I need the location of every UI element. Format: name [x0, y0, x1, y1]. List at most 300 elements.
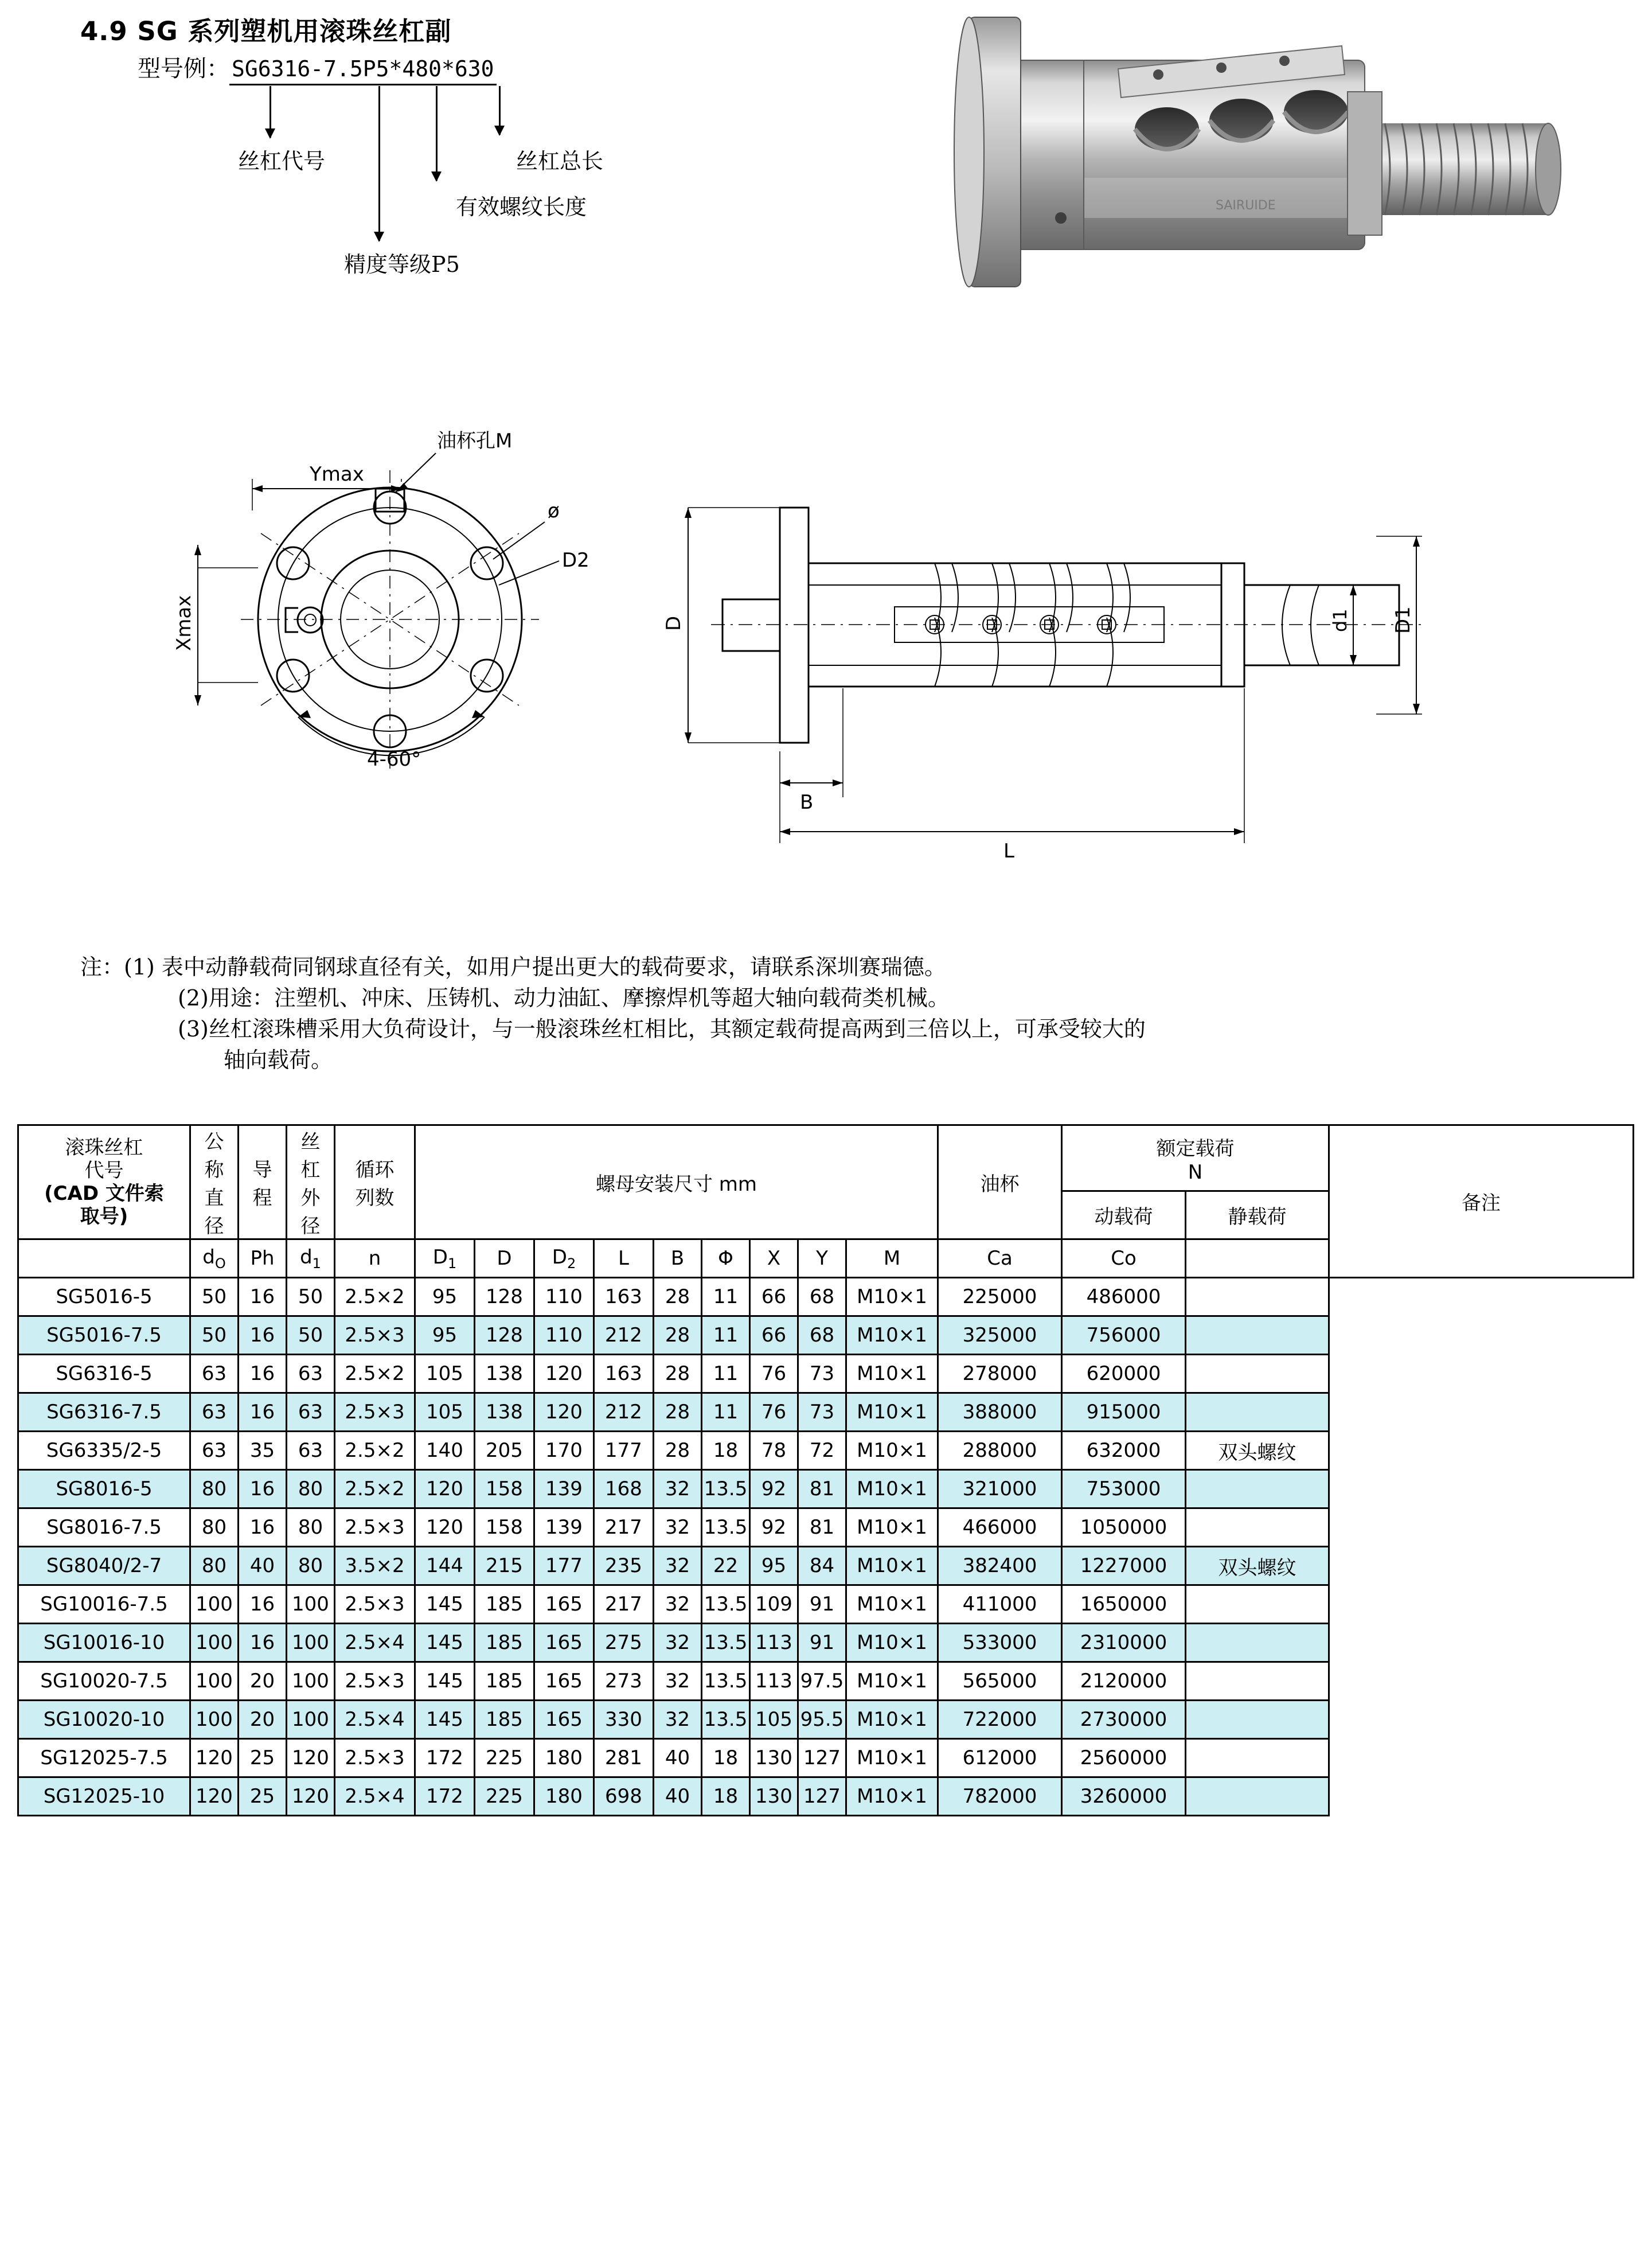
note-line-3 [80, 1014, 1628, 1045]
table-header-row-1 [18, 1125, 1634, 1191]
cell-code: SG8016-5 [18, 1470, 190, 1508]
header-nominal-diameter: 公 称 直 径 [190, 1125, 239, 1239]
header-rated-load: 额定载荷 N [1062, 1125, 1329, 1191]
cell-remark [1186, 1701, 1329, 1739]
cell-phi: 11 [702, 1355, 750, 1393]
cell-phi: 11 [702, 1316, 750, 1355]
cell-D2: 120 [534, 1355, 594, 1393]
cell-X: 66 [750, 1316, 798, 1355]
cell-ph: 25 [239, 1777, 287, 1816]
header-dynamic-load: 动载荷 [1062, 1191, 1186, 1239]
cell-n: 2.5×3 [335, 1739, 415, 1777]
cell-D1: 120 [415, 1508, 475, 1547]
cell-D2: 180 [534, 1739, 594, 1777]
cell-d1: 120 [287, 1739, 335, 1777]
label-phi: ø [548, 500, 560, 523]
table-row [18, 1508, 1634, 1547]
label-B: B [800, 791, 814, 814]
cell-Co: 915000 [1062, 1393, 1186, 1432]
cell-remark [1186, 1393, 1329, 1432]
cell-X: 130 [750, 1739, 798, 1777]
table-row [18, 1278, 1634, 1316]
header-sym-X: X [750, 1239, 798, 1278]
cell-d1: 100 [287, 1662, 335, 1701]
cell-D: 185 [475, 1585, 534, 1624]
cell-code: SG8016-7.5 [18, 1508, 190, 1547]
cell-M: M10×1 [846, 1432, 938, 1470]
cell-do: 80 [190, 1470, 239, 1508]
cell-d1: 100 [287, 1624, 335, 1662]
cell-X: 95 [750, 1547, 798, 1585]
table-row [18, 1355, 1634, 1393]
cell-ph: 40 [239, 1547, 287, 1585]
cell-B: 32 [654, 1547, 702, 1585]
cell-D: 225 [475, 1777, 534, 1816]
cell-D1: 145 [415, 1624, 475, 1662]
cell-Co: 1227000 [1062, 1547, 1186, 1585]
model-example-label: 型号例： [138, 56, 229, 82]
cell-M: M10×1 [846, 1701, 938, 1739]
cell-Y: 72 [798, 1432, 846, 1470]
cell-d1: 100 [287, 1585, 335, 1624]
table-row [18, 1470, 1634, 1508]
cell-code: SG8040/2-7 [18, 1547, 190, 1585]
cell-D1: 145 [415, 1701, 475, 1739]
cell-L: 212 [594, 1316, 654, 1355]
cell-n: 2.5×2 [335, 1355, 415, 1393]
cell-phi: 13.5 [702, 1624, 750, 1662]
table-row [18, 1624, 1634, 1662]
cell-B: 32 [654, 1585, 702, 1624]
cell-M: M10×1 [846, 1470, 938, 1508]
cell-n: 2.5×3 [335, 1508, 415, 1547]
table-row [18, 1432, 1634, 1470]
cell-do: 63 [190, 1432, 239, 1470]
cell-Co: 2120000 [1062, 1662, 1186, 1701]
header-oil-cup: 油杯 [938, 1125, 1062, 1239]
cell-B: 32 [654, 1662, 702, 1701]
cell-D: 215 [475, 1547, 534, 1585]
cell-L: 163 [594, 1278, 654, 1316]
cell-Ca: 565000 [938, 1662, 1062, 1701]
table-row [18, 1701, 1634, 1739]
cell-L: 212 [594, 1393, 654, 1432]
cell-D1: 172 [415, 1739, 475, 1777]
cell-code: SG5016-5 [18, 1278, 190, 1316]
cell-M: M10×1 [846, 1355, 938, 1393]
cell-remark [1186, 1508, 1329, 1547]
leader-arrow-4 [378, 86, 380, 241]
header-sym-ph: Ph [239, 1239, 287, 1278]
cell-n: 2.5×3 [335, 1585, 415, 1624]
cell-B: 40 [654, 1777, 702, 1816]
table-row [18, 1393, 1634, 1432]
cell-phi: 13.5 [702, 1662, 750, 1701]
cell-Y: 81 [798, 1470, 846, 1508]
svg-text:SAIRUIDE: SAIRUIDE [1216, 198, 1276, 213]
cell-D: 138 [475, 1393, 534, 1432]
cell-D2: 177 [534, 1547, 594, 1585]
note-3: (3)丝杠滚珠槽采用大负荷设计，与一般滚珠丝杠相比，其额定载荷提高两到三倍以上，可承受较大的 [178, 1016, 1146, 1042]
table-row [18, 1777, 1634, 1816]
cell-remark [1186, 1278, 1329, 1316]
label-oil-hole: 油杯孔M [437, 430, 513, 453]
cell-D: 128 [475, 1316, 534, 1355]
cell-do: 63 [190, 1355, 239, 1393]
table-row [18, 1662, 1634, 1701]
cell-B: 28 [654, 1355, 702, 1393]
header-sym-n: n [335, 1239, 415, 1278]
header-sym-M: M [846, 1239, 938, 1278]
cell-code: SG10016-7.5 [18, 1585, 190, 1624]
cell-D2: 165 [534, 1662, 594, 1701]
cell-M: M10×1 [846, 1393, 938, 1432]
header-sym-ca: Ca [938, 1239, 1062, 1278]
cell-Ca: 722000 [938, 1701, 1062, 1739]
cell-ph: 20 [239, 1662, 287, 1701]
cell-D: 185 [475, 1624, 534, 1662]
cell-X: 130 [750, 1777, 798, 1816]
cell-D1: 105 [415, 1355, 475, 1393]
cell-Y: 73 [798, 1355, 846, 1393]
leader-arrow-3 [499, 86, 501, 135]
header-lead: 导 程 [239, 1125, 287, 1239]
cell-M: M10×1 [846, 1316, 938, 1355]
notes-prefix: 注： [80, 954, 124, 980]
cell-remark [1186, 1355, 1329, 1393]
cell-do: 50 [190, 1316, 239, 1355]
cell-Y: 95.5 [798, 1701, 846, 1739]
cell-remark [1186, 1316, 1329, 1355]
cell-code: SG5016-7.5 [18, 1316, 190, 1355]
cell-D1: 172 [415, 1777, 475, 1816]
cell-D2: 165 [534, 1585, 594, 1624]
cell-n: 2.5×4 [335, 1701, 415, 1739]
cell-B: 32 [654, 1701, 702, 1739]
annotation-total-length: 丝杠总长 [516, 149, 604, 174]
cell-n: 2.5×4 [335, 1624, 415, 1662]
cell-L: 698 [594, 1777, 654, 1816]
spec-table [17, 1124, 1634, 1816]
cell-L: 217 [594, 1508, 654, 1547]
annotation-accuracy-grade: 精度等级P5 [344, 252, 460, 277]
header-sym-co: Co [1062, 1239, 1186, 1278]
cell-D2: 180 [534, 1777, 594, 1816]
label-xmax: Xmax [173, 595, 196, 651]
cell-Co: 620000 [1062, 1355, 1186, 1393]
cell-B: 28 [654, 1316, 702, 1355]
page-title: 4.9 SG 系列塑机用滚珠丝杠副 [80, 16, 452, 46]
cell-do: 100 [190, 1662, 239, 1701]
cell-L: 177 [594, 1432, 654, 1470]
header-sym-d1: $d_1$ [287, 1239, 335, 1278]
cell-ph: 16 [239, 1355, 287, 1393]
cell-X: 113 [750, 1662, 798, 1701]
cell-n: 2.5×3 [335, 1393, 415, 1432]
cell-Co: 1050000 [1062, 1508, 1186, 1547]
cell-ph: 16 [239, 1316, 287, 1355]
cell-phi: 11 [702, 1278, 750, 1316]
cell-n: 2.5×2 [335, 1278, 415, 1316]
cell-D1: 120 [415, 1470, 475, 1508]
cell-do: 80 [190, 1508, 239, 1547]
cell-Co: 2310000 [1062, 1624, 1186, 1662]
cell-X: 76 [750, 1393, 798, 1432]
cell-Ca: 411000 [938, 1585, 1062, 1624]
cell-B: 32 [654, 1470, 702, 1508]
cell-Y: 91 [798, 1585, 846, 1624]
header-sym-L: L [594, 1239, 654, 1278]
cell-n: 3.5×2 [335, 1547, 415, 1585]
cell-remark [1186, 1470, 1329, 1508]
cell-D2: 165 [534, 1701, 594, 1739]
label-ymax: Ymax [310, 463, 364, 486]
cell-D1: 105 [415, 1393, 475, 1432]
cell-code: SG10020-7.5 [18, 1662, 190, 1701]
cell-remark [1186, 1777, 1329, 1816]
cell-d1: 80 [287, 1508, 335, 1547]
cell-Ca: 466000 [938, 1508, 1062, 1547]
cell-d1: 63 [287, 1393, 335, 1432]
cell-M: M10×1 [846, 1278, 938, 1316]
cell-M: M10×1 [846, 1739, 938, 1777]
cell-Y: 127 [798, 1739, 846, 1777]
cell-remark: 双头螺纹 [1186, 1432, 1329, 1470]
cell-phi: 13.5 [702, 1701, 750, 1739]
cell-d1: 120 [287, 1777, 335, 1816]
cell-L: 330 [594, 1701, 654, 1739]
cell-D1: 145 [415, 1585, 475, 1624]
cell-D: 185 [475, 1701, 534, 1739]
cell-X: 105 [750, 1701, 798, 1739]
cell-Y: 68 [798, 1278, 846, 1316]
spec-table-body [18, 1278, 1634, 1816]
cell-Co: 3260000 [1062, 1777, 1186, 1816]
cell-M: M10×1 [846, 1585, 938, 1624]
note-1: (1) 表中动静载荷同钢球直径有关，如用户提出更大的载荷要求，请联系深圳赛瑞德。 [124, 954, 946, 980]
cell-D2: 120 [534, 1393, 594, 1432]
cell-Y: 68 [798, 1316, 846, 1355]
cell-ph: 16 [239, 1278, 287, 1316]
cell-Ca: 321000 [938, 1470, 1062, 1508]
annotation-lead-code: 丝杠代号 [238, 149, 326, 174]
label-d1: d1 [1329, 609, 1351, 632]
cell-D: 205 [475, 1432, 534, 1470]
cell-Ca: 782000 [938, 1777, 1062, 1816]
cell-L: 235 [594, 1547, 654, 1585]
cell-ph: 16 [239, 1624, 287, 1662]
header-screw-code: 滚珠丝杠 代号 (CAD 文件索 取号) [18, 1125, 190, 1239]
cell-Ca: 225000 [938, 1278, 1062, 1316]
cell-code: SG12025-7.5 [18, 1739, 190, 1777]
header-sym-phi: Φ [702, 1239, 750, 1278]
cell-D2: 170 [534, 1432, 594, 1470]
header-sym-D: D [475, 1239, 534, 1278]
note-line-2 [80, 983, 1628, 1014]
table-row [18, 1316, 1634, 1355]
header-sym-Y: Y [798, 1239, 846, 1278]
notes-block [80, 952, 1628, 1076]
cell-Ca: 382400 [938, 1547, 1062, 1585]
cell-ph: 16 [239, 1585, 287, 1624]
cell-Ca: 325000 [938, 1316, 1062, 1355]
label-d2: D2 [562, 549, 589, 572]
cell-remark: 双头螺纹 [1186, 1547, 1329, 1585]
cell-d1: 100 [287, 1701, 335, 1739]
label-D: D [662, 615, 685, 631]
cell-n: 2.5×2 [335, 1470, 415, 1508]
cell-ph: 16 [239, 1393, 287, 1432]
table-row [18, 1739, 1634, 1777]
cell-Co: 632000 [1062, 1432, 1186, 1470]
cell-n: 2.5×3 [335, 1662, 415, 1701]
cell-Y: 81 [798, 1508, 846, 1547]
cell-do: 100 [190, 1701, 239, 1739]
note-2: (2)用途：注塑机、冲床、压铸机、动力油缸、摩擦焊机等超大轴向载荷类机械。 [178, 985, 950, 1011]
cell-M: M10×1 [846, 1777, 938, 1816]
cell-do: 100 [190, 1624, 239, 1662]
cell-M: M10×1 [846, 1547, 938, 1585]
note-line-4 [80, 1045, 1628, 1076]
cell-D: 185 [475, 1662, 534, 1701]
cell-L: 163 [594, 1355, 654, 1393]
note-4: 轴向载荷。 [224, 1047, 333, 1073]
cell-D: 225 [475, 1739, 534, 1777]
header-nut-dimensions: 螺母安装尺寸 mm [415, 1125, 938, 1239]
cell-D2: 139 [534, 1470, 594, 1508]
header-static-load: 静载荷 [1186, 1191, 1329, 1239]
cell-remark [1186, 1739, 1329, 1777]
cell-code: SG12025-10 [18, 1777, 190, 1816]
cell-X: 92 [750, 1508, 798, 1547]
cell-remark [1186, 1624, 1329, 1662]
header-sym-blank [18, 1239, 190, 1278]
cell-do: 120 [190, 1777, 239, 1816]
cell-X: 66 [750, 1278, 798, 1316]
cell-d1: 50 [287, 1278, 335, 1316]
cell-Co: 486000 [1062, 1278, 1186, 1316]
cell-do: 100 [190, 1585, 239, 1624]
cell-do: 50 [190, 1278, 239, 1316]
cell-Co: 2560000 [1062, 1739, 1186, 1777]
cell-phi: 13.5 [702, 1508, 750, 1547]
cell-Co: 1650000 [1062, 1585, 1186, 1624]
cell-D1: 95 [415, 1278, 475, 1316]
cell-D: 158 [475, 1470, 534, 1508]
cell-M: M10×1 [846, 1508, 938, 1547]
cell-Y: 84 [798, 1547, 846, 1585]
annotation-effective-thread-length: 有效螺纹长度 [456, 194, 587, 220]
header-sym-do: $d_O$ [190, 1239, 239, 1278]
cell-B: 28 [654, 1432, 702, 1470]
cell-Co: 753000 [1062, 1470, 1186, 1508]
cell-X: 92 [750, 1470, 798, 1508]
header-screw-outer-diameter: 丝 杠 外 径 [287, 1125, 335, 1239]
cell-M: M10×1 [846, 1662, 938, 1701]
cell-phi: 18 [702, 1739, 750, 1777]
model-code: SG6316-7.5P5*480*630 [229, 56, 497, 85]
cell-code: SG10016-10 [18, 1624, 190, 1662]
header-sym-D1: $D_1$ [415, 1239, 475, 1278]
cell-B: 40 [654, 1739, 702, 1777]
cell-D1: 145 [415, 1662, 475, 1701]
cell-ph: 25 [239, 1739, 287, 1777]
cell-D: 158 [475, 1508, 534, 1547]
cell-L: 273 [594, 1662, 654, 1701]
cell-do: 63 [190, 1393, 239, 1432]
leader-arrow-2 [436, 86, 438, 181]
cell-Y: 73 [798, 1393, 846, 1432]
cell-Ca: 278000 [938, 1355, 1062, 1393]
model-example-line [138, 50, 497, 83]
header-circuits: 循环 列数 [335, 1125, 415, 1239]
cell-ph: 20 [239, 1701, 287, 1739]
cell-L: 281 [594, 1739, 654, 1777]
cell-X: 113 [750, 1624, 798, 1662]
cell-ph: 35 [239, 1432, 287, 1470]
cell-code: SG6316-5 [18, 1355, 190, 1393]
cell-Ca: 288000 [938, 1432, 1062, 1470]
cell-code: SG10020-10 [18, 1701, 190, 1739]
cell-code: SG6335/2-5 [18, 1432, 190, 1470]
cell-phi: 13.5 [702, 1585, 750, 1624]
cell-Co: 756000 [1062, 1316, 1186, 1355]
cell-phi: 18 [702, 1777, 750, 1816]
cell-Ca: 388000 [938, 1393, 1062, 1432]
cell-Y: 127 [798, 1777, 846, 1816]
cell-L: 168 [594, 1470, 654, 1508]
cell-d1: 50 [287, 1316, 335, 1355]
cell-D2: 110 [534, 1278, 594, 1316]
cell-n: 2.5×3 [335, 1316, 415, 1355]
note-line-1 [80, 952, 1628, 983]
cell-d1: 80 [287, 1470, 335, 1508]
cell-phi: 11 [702, 1393, 750, 1432]
cell-d1: 63 [287, 1432, 335, 1470]
cell-B: 28 [654, 1278, 702, 1316]
cell-D: 138 [475, 1355, 534, 1393]
header-sym-D2: $D_2$ [534, 1239, 594, 1278]
table-row [18, 1585, 1634, 1624]
cell-Y: 97.5 [798, 1662, 846, 1701]
label-angle: 4-60° [367, 748, 421, 771]
cell-d1: 80 [287, 1547, 335, 1585]
cell-Ca: 612000 [938, 1739, 1062, 1777]
cell-remark [1186, 1662, 1329, 1701]
cell-B: 32 [654, 1508, 702, 1547]
cell-Ca: 533000 [938, 1624, 1062, 1662]
cell-phi: 18 [702, 1432, 750, 1470]
cell-X: 76 [750, 1355, 798, 1393]
cell-Co: 2730000 [1062, 1701, 1186, 1739]
cell-X: 78 [750, 1432, 798, 1470]
cell-B: 32 [654, 1624, 702, 1662]
cell-ph: 16 [239, 1470, 287, 1508]
cell-D1: 95 [415, 1316, 475, 1355]
cell-n: 2.5×2 [335, 1432, 415, 1470]
cell-do: 80 [190, 1547, 239, 1585]
leader-arrow-1 [270, 86, 271, 138]
table-row [18, 1547, 1634, 1585]
cell-Y: 91 [798, 1624, 846, 1662]
cell-X: 109 [750, 1585, 798, 1624]
cell-n: 2.5×4 [335, 1777, 415, 1816]
cell-L: 217 [594, 1585, 654, 1624]
cell-phi: 13.5 [702, 1470, 750, 1508]
cell-M: M10×1 [846, 1624, 938, 1662]
cell-D: 128 [475, 1278, 534, 1316]
cell-phi: 22 [702, 1547, 750, 1585]
